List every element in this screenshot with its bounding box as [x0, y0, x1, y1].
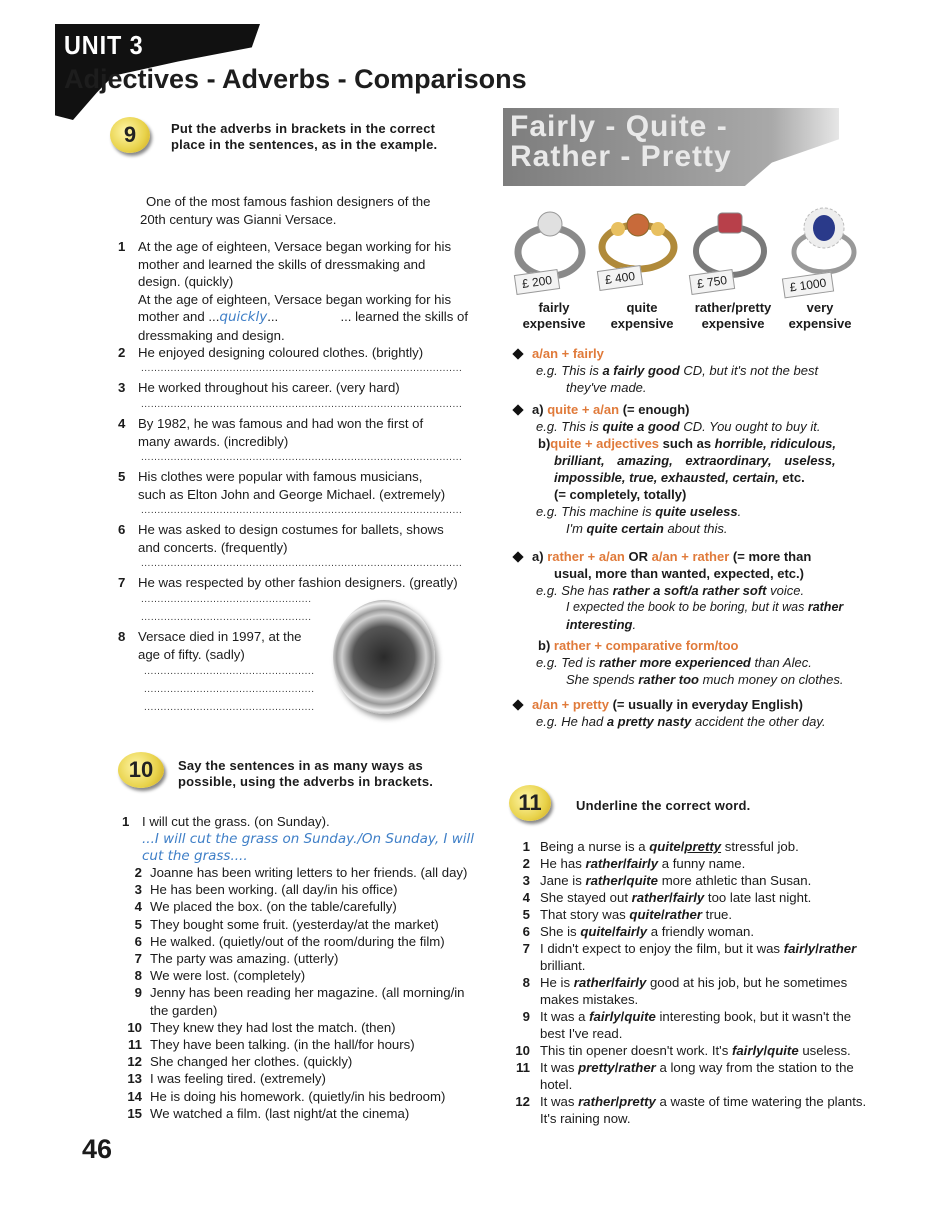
answer-line[interactable]: ..................................................................................................	[141, 505, 463, 516]
exercise-11-list	[512, 838, 880, 1127]
list-item: 10 This tin opener doesn't work. It's fairly/quite useless.	[515, 1043, 851, 1058]
list-item: 9 Jenny has been reading her magazine. (all morning/in the garden)	[134, 985, 465, 1018]
answer-line[interactable]: ..................................................................................................	[141, 399, 463, 410]
page-number: 46	[82, 1134, 113, 1164]
answer-line[interactable]: ....................................................	[144, 684, 315, 695]
rule-quite: a) quite + a/an (= enough) e.g. This is quite a good CD. You ought to buy it. b)quite + adjectives such as horrible, ridiculous, brilliant, amazing, extraordinary, useless, impossible, true, exhausted, certain, etc. (= completely, totally) e.g. This machine is quite useless. I'm quite certain about this.	[514, 401, 870, 537]
exercise-9-intro: One of the most famous fashion designers of the 20th century was Gianni Versace.	[140, 194, 431, 227]
list-item: 12 She changed her clothes. (quickly)	[127, 1054, 353, 1070]
example-answer: quickly	[219, 309, 268, 325]
answer-line[interactable]: ..................................................................................................	[141, 452, 463, 463]
list-item: 9 It was a fairly/quite interesting book, but it wasn't the best I've read.	[522, 1009, 852, 1041]
list-item: 10 They knew they had lost the match. (then)	[127, 1019, 396, 1035]
answer-line[interactable]: ..................................................................................................	[141, 558, 463, 569]
list-item: 13 I was feeling tired. (extremely)	[127, 1071, 326, 1087]
exercise-11-instruction: Underline the correct word.	[576, 798, 751, 813]
list-item: 11 It was pretty/rather a long way from the station to the hotel.	[516, 1060, 854, 1092]
ring-caption-2: quite expensive	[610, 300, 674, 331]
list-item: 3 He has been working. (all day/in his office)	[134, 882, 398, 898]
list-item: 2 He has rather/fairly a funny name.	[522, 856, 746, 871]
ring-caption-4: very expensive	[788, 300, 852, 331]
list-item: 14 He is doing his homework. (quietly/in his bedroom)	[127, 1088, 446, 1104]
exercise-9-badge: 9	[110, 117, 150, 153]
list-item: 3 Jane is rather/quite more athletic than Susan.	[522, 873, 812, 888]
list-item: 12 It was rather/pretty a waste of time watering the plants. It's raining now.	[515, 1094, 867, 1126]
bullet-diamond-icon	[512, 348, 523, 359]
exercise-10-badge: 10	[118, 752, 164, 788]
bullet-diamond-icon	[512, 551, 523, 562]
versace-medusa-logo-image	[333, 600, 435, 714]
list-item: 5 They bought some fruit. (yesterday/at the market)	[134, 916, 439, 932]
answer-line[interactable]: ....................................................	[144, 666, 315, 677]
price-tag-1: £ 200	[514, 269, 560, 295]
answer-line[interactable]: ....................................................	[141, 612, 312, 623]
page-title: Adjectives - Adverbs - Comparisons	[64, 64, 527, 94]
answer-line[interactable]: ..................................................................................................	[141, 363, 463, 374]
example-answer: ...I will cut the grass on Sunday./On Sunday, I will	[142, 830, 474, 847]
price-tag-2: £ 400	[597, 265, 643, 291]
list-item: 11 They have been talking. (in the hall/for hours)	[128, 1037, 415, 1053]
answer-line[interactable]: ....................................................	[141, 594, 312, 605]
rule-fairly: a/an + fairly e.g. This is a fairly good CD, but it's not the best they've made.	[514, 345, 870, 396]
list-item: 2 Joanne has been writing letters to her friends. (all day)	[134, 865, 468, 880]
price-tag-3: £ 750	[689, 269, 735, 295]
ring-caption-3: rather/pretty expensive	[694, 300, 772, 331]
list-item: 7 The party was amazing. (utterly)	[134, 951, 339, 967]
unit-label: UNIT 3	[64, 30, 144, 60]
list-item: 1 Being a nurse is a quite/pretty stressful job.	[522, 839, 799, 854]
exercise-10-list	[116, 864, 488, 1122]
bullet-diamond-icon	[512, 699, 523, 710]
grammar-box-title: Fairly - Quite - Rather - Pretty	[510, 110, 732, 173]
list-item: 6 She is quite/fairly a friendly woman.	[522, 924, 755, 939]
exercise-11-badge: 11	[509, 785, 551, 821]
list-item: 4 We placed the box. (on the table/carefully)	[134, 899, 397, 915]
answer-line[interactable]: ....................................................	[144, 702, 315, 713]
ring-caption-1: fairly expensive	[522, 300, 586, 331]
exercise-10-instruction: Say the sentences in as many ways as possible, using the adverbs in brackets.	[178, 758, 434, 789]
rule-rather: a) rather + a/an OR a/an + rather (= more than usual, more than wanted, expected, etc.) e.g. She has rather a soft/a rather soft voice. I expected the book to be boring, but it was rather interesting. b) rather + comparative form/too e.g. Ted is rather more experienced than Alec. She spends rather too much money on clothes.	[514, 548, 870, 688]
rule-pretty: a/an + pretty (= usually in everyday English) e.g. He had a pretty nasty accident the other day.	[514, 696, 870, 730]
underlined-answer: pretty	[684, 839, 722, 854]
list-item: 4 She stayed out rather/fairly too late last night.	[522, 890, 812, 905]
price-tag-4: £ 1000	[782, 272, 834, 299]
list-item: 6 He walked. (quietly/out of the room/during the film)	[134, 933, 445, 949]
list-item: 5 That story was quite/rather true.	[522, 907, 733, 922]
list-item: 7 I didn't expect to enjoy the film, but it was fairly/rather brilliant.	[522, 941, 857, 973]
exercise-9-instruction: Put the adverbs in brackets in the correct place in the sentences, as in the example.	[171, 121, 438, 152]
list-item: 8 We were lost. (completely)	[134, 968, 306, 984]
list-item: 8 He is rather/fairly good at his job, but he sometimes makes mistakes.	[522, 975, 848, 1007]
list-item: 15 We watched a film. (last night/at the cinema)	[127, 1105, 410, 1121]
bullet-diamond-icon	[512, 404, 523, 415]
